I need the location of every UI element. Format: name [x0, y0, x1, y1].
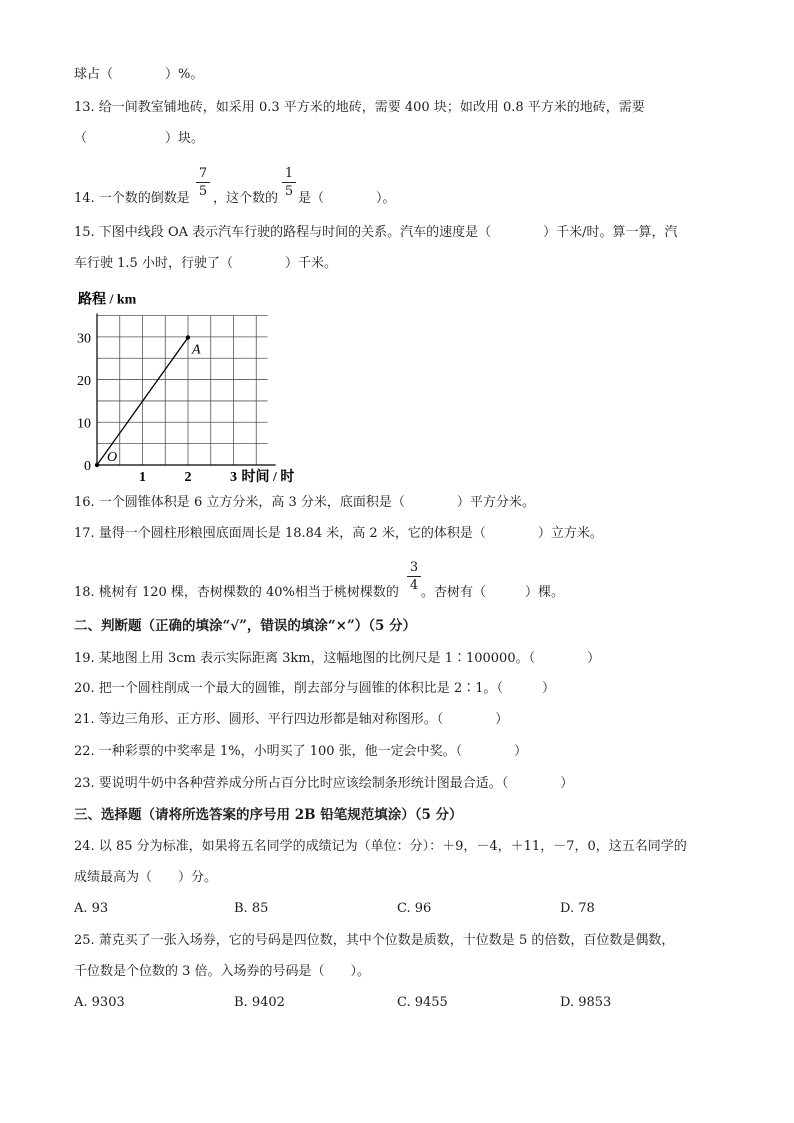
y-tick-label: 20	[77, 374, 91, 389]
q25-option-a[interactable]: A. 9303	[74, 995, 125, 1010]
q25-option-d[interactable]: D. 9853	[560, 995, 612, 1010]
x-tick-label: 2	[184, 470, 192, 485]
q25-line1: 25. 萧克买了一张入场券，它的号码是四位数，其中个位数是质数，十位数是 5 的倍数，百位数是偶数，	[74, 933, 675, 948]
q25-option-b[interactable]: B. 9402	[234, 995, 285, 1010]
fraction-numerator: 3	[409, 560, 419, 575]
q13-line1: 13. 给一间教室铺地砖，如采用 0.3 平方米的地砖，需要 400 块；如改用 0.8 平方米的地砖，需要	[74, 100, 645, 115]
fraction-numerator: 7	[198, 166, 208, 181]
y-axis-label: 路程 / km	[78, 292, 137, 308]
origin-label: O	[107, 450, 118, 465]
q18-fraction	[407, 560, 421, 593]
q22: 22. 一种彩票的中奖率是 1%，小明买了 100 张，他一定会中奖。（ ）	[74, 744, 528, 759]
q17: 17. 量得一个圆柱形粮囤底面周长是 18.84 米，高 2 米，它的体积是（ ）立方米。	[74, 526, 603, 541]
fraction-denominator: 5	[198, 184, 208, 199]
x-tick-label: 3	[230, 470, 237, 485]
section-3-heading: 三、选择题（请将所选答案的序号用 2B 铅笔规范填涂）（5 分）	[74, 807, 463, 823]
fraction-denominator: 4	[409, 578, 419, 593]
q13-line2: （ ）块。	[74, 131, 205, 146]
q18-suffix: 。杏树有（ ）棵。	[421, 585, 565, 600]
q25-line2: 千位数是个位数的 3 倍。入场券的号码是（ ）。	[74, 964, 371, 979]
distance-time-chart	[60, 280, 330, 485]
q24-option-c[interactable]: C. 96	[397, 901, 432, 916]
q21: 21. 等边三角形、正方形、圆形、平行四边形都是轴对称图形。（ ）	[74, 712, 509, 727]
q14-part-fraction	[282, 166, 296, 199]
y-tick-label: 30	[77, 331, 91, 347]
q25-option-c[interactable]: C. 9455	[397, 995, 448, 1010]
y-tick-label: 0	[84, 459, 91, 474]
q15-line1: 15. 下图中线段 OA 表示汽车行驶的路程与时间的关系。汽车的速度是（ ）千米/时。算一算，汽	[74, 225, 678, 240]
q24-option-a[interactable]: A. 93	[74, 901, 109, 916]
q14-suffix: 是（ ）。	[298, 191, 396, 206]
q16: 16. 一个圆锥体积是 6 立方分米，高 3 分米，底面积是（ ）平方分米。	[74, 495, 535, 510]
q24-option-d[interactable]: D. 78	[560, 901, 595, 916]
q14-reciprocal-fraction	[196, 166, 210, 199]
q18-prefix: 18. 桃树有 120 棵，杏树棵数的 40%相当于桃树棵数的	[74, 585, 399, 600]
q19: 19. 某地图上用 3cm 表示实际距离 3km，这幅地图的比例尺是 1∶100000。（ ）	[74, 651, 601, 666]
q14-prefix: 14. 一个数的倒数是	[74, 191, 190, 206]
y-tick-label: 10	[77, 416, 91, 432]
q24-option-b[interactable]: B. 85	[234, 901, 269, 916]
point-a-label: A	[192, 342, 201, 358]
q20: 20. 把一个圆柱削成一个最大的圆锥，削去部分与圆锥的体积比是 2∶1。（ ）	[74, 681, 555, 696]
q24-line1: 24. 以 85 分为标准，如果将五名同学的成绩记为（单位：分）：＋9，－4，＋11，－7，0，这五名同学的	[74, 839, 687, 854]
data-point	[95, 463, 99, 467]
x-tick-label: 1	[139, 470, 146, 485]
fraction-numerator: 1	[284, 166, 294, 181]
data-point	[186, 335, 190, 339]
x-axis-label: 时间 / 时	[241, 470, 295, 485]
q12-tail: 球占（ ）%。	[74, 67, 204, 82]
q14-middle: ，这个数的	[213, 191, 279, 206]
fraction-denominator: 5	[284, 184, 294, 199]
q24-line2: 成绩最高为（ ）分。	[74, 870, 218, 885]
q15-line2: 车行驶 1.5 小时，行驶了（ ）千米。	[74, 256, 337, 271]
q23: 23. 要说明牛奶中各种营养成分所占百分比时应该绘制条形统计图最合适。（ ）	[74, 776, 574, 791]
section-2-heading: 二、判断题（正确的填涂“√”，错误的填涂“×”）（5 分）	[74, 618, 417, 634]
